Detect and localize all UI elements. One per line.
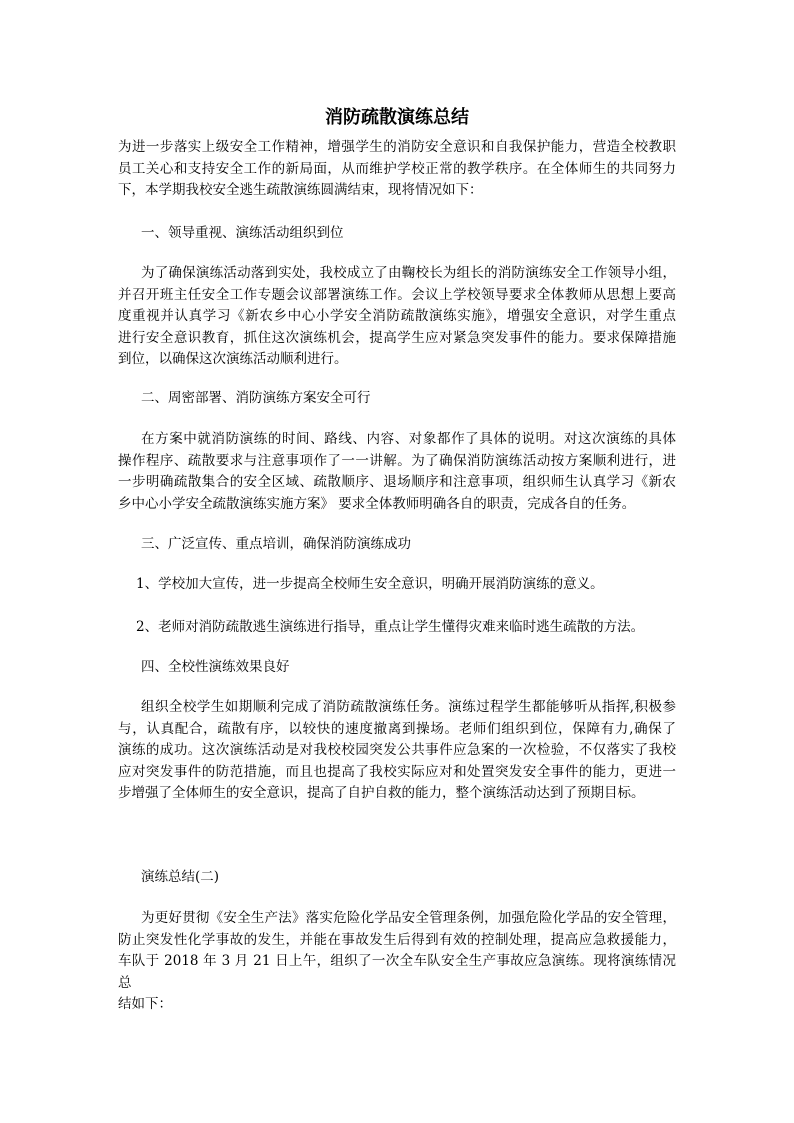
- section-2-paragraph: [118, 429, 676, 515]
- paragraph-line: 与，认真配合，疏散有序，以较快的速度撤离到操场。老师们组织到位，保障有力,确保了: [118, 720, 676, 737]
- paragraph-line: 一步明确疏散集合的安全区域、疏散顺序、退场顺序和注意事项，组织师生认真学习《新农: [118, 474, 676, 491]
- document-title: 消防疏散演练总结: [325, 107, 469, 128]
- section-heading-3: 三、广泛宣传、重点培训，确保消防演练成功: [141, 536, 411, 552]
- paragraph-line: 到位，以确保这次演练活动顺利进行。: [118, 351, 348, 368]
- paragraph-line: 防止突发性化学事故的发生，并能在事故发生后得到有效的控制处理，提高应急救援能力，: [118, 931, 676, 948]
- paragraph-line: 演练的成功。这次演练活动是对我校校园突发公共事件应急案的一次检验，不仅落实了我校: [118, 742, 676, 759]
- paragraph-line: 员工关心和支持安全工作的新局面，从而维护学校正常的教学秩序。在全体师生的共同努力: [118, 160, 676, 177]
- section-heading-1: 一、领导重视、演练活动组织到位: [141, 225, 344, 241]
- intro-paragraph: [118, 137, 676, 202]
- paragraph-line: 下，本学期我校安全逃生疏散演练圆满结束，现将情况如下：: [118, 182, 483, 199]
- paragraph-line: 进行安全意识教育，抓住这次演练机会，提高学生应对紧急突发事件的能力。要求保障措施: [118, 329, 676, 346]
- list-item-2: 2、老师对消防疏散逃生演练进行指导，重点让学生懂得灾难来临时逃生疏散的方法。: [136, 619, 645, 635]
- section-4-paragraph: [118, 697, 676, 805]
- section-1-paragraph: [118, 263, 676, 371]
- paragraph-line: 在方案中就消防演练的时间、路线、内容、对象都作了具体的说明。对这次演练的具体: [141, 431, 676, 447]
- paragraph-line: 为更好贯彻《安全生产法》落实危险化学品安全管理条例，加强危险化学品的安全管理，: [141, 910, 676, 926]
- paragraph-line: 步增强了全体师生的安全意识，提高了自护自救的能力，整个演练活动达到了预期目标。: [118, 785, 645, 802]
- paragraph-line: 操作程序、疏散要求与注意事项作了一一讲解。为了确保消防演练活动按方案顺利进行，进: [118, 452, 676, 469]
- paragraph-line: 度重视并认真学习《新农乡中心小学安全消防疏散演练实施》，增强安全意识，对学生重点: [118, 308, 676, 325]
- paragraph-line: 车队于 2018 年 3 月 21 日上午，组织了一次全车队安全生产事故应急演练。现将演练情况总: [118, 953, 676, 991]
- part-2-heading: 演练总结(二): [141, 869, 220, 885]
- paragraph-line: 结如下：: [118, 996, 172, 1013]
- paragraph-line: 应对突发事件的防范措施，而且也提高了我校实际应对和处置突发安全事件的能力，更进一: [118, 763, 676, 780]
- paragraph-line: 乡中心小学安全疏散演练实施方案》 要求全体教师明确各自的职责，完成各自的任务。: [118, 495, 636, 512]
- section-heading-2: 二、周密部署、消防演练方案安全可行: [141, 390, 371, 406]
- part-2-paragraph: [118, 908, 676, 1016]
- paragraph-line: 组织全校学生如期顺利完成了消防疏散演练任务。演练过程学生都能够听从指挥,积极参: [141, 699, 676, 715]
- section-heading-4: 四、全校性演练效果良好: [141, 659, 290, 675]
- list-item-1: 1、学校加大宣传，进一步提高全校师生安全意识，明确开展消防演练的意义。: [136, 576, 604, 592]
- paragraph-line: 为了确保演练活动落到实处，我校成立了由鞠校长为组长的消防演练安全工作领导小组，: [141, 265, 676, 281]
- paragraph-line: 并召开班主任安全工作专题会议部署演练工作。会议上学校领导要求全体教师从思想上要高: [118, 286, 676, 303]
- paragraph-line: 为进一步落实上级安全工作精神，增强学生的消防安全意识和自我保护能力，营造全校教职: [118, 139, 676, 155]
